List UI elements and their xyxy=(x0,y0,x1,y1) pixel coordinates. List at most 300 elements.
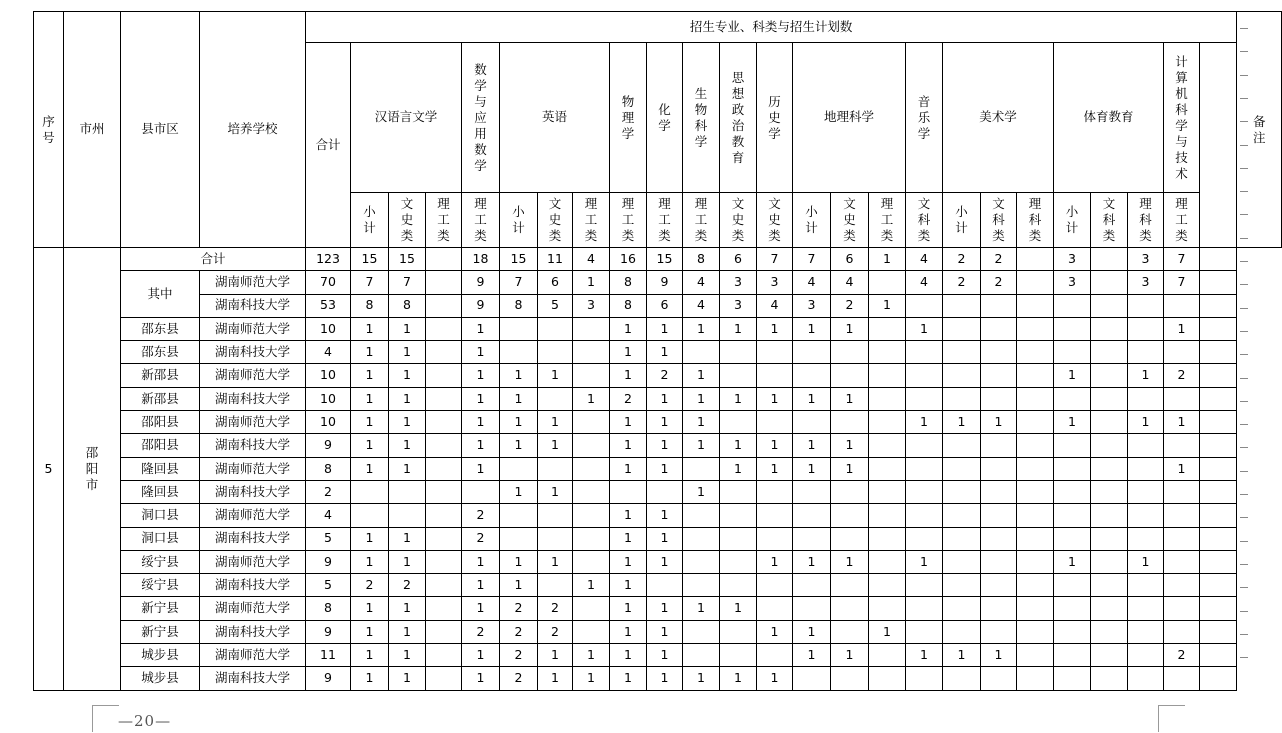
cell-value xyxy=(306,457,351,480)
cell-number: 1 xyxy=(551,367,559,383)
cell-value xyxy=(1091,271,1128,294)
cell-value xyxy=(981,574,1017,597)
cell-number: 2 xyxy=(514,670,523,686)
cell-value xyxy=(943,480,981,503)
cell-value xyxy=(573,597,610,620)
cell-value xyxy=(500,364,538,387)
cell-value xyxy=(1054,597,1091,620)
cell-value xyxy=(610,457,647,480)
cell-value xyxy=(500,294,538,317)
cell-value xyxy=(906,317,943,340)
header-seq-text: 序号 xyxy=(42,113,55,145)
cell-school: 湖南师范大学 xyxy=(200,457,306,480)
cell-school: 湖南科技大学 xyxy=(200,341,306,364)
cell-value xyxy=(1054,387,1091,410)
cell-value xyxy=(306,341,351,364)
margin-tick xyxy=(1240,401,1248,402)
cell-number: 1 xyxy=(624,577,632,593)
cell-number: 5 xyxy=(324,577,332,593)
cell-number: 1 xyxy=(1068,553,1076,569)
cell-value xyxy=(831,248,869,271)
cell-value xyxy=(683,434,720,457)
cell-value xyxy=(647,294,683,317)
cell-number: 9 xyxy=(660,274,669,290)
cell-value xyxy=(1054,480,1091,503)
cell-value xyxy=(793,504,831,527)
cell-number: 1 xyxy=(1068,367,1076,383)
cell-number: 1 xyxy=(697,367,705,383)
cell-value xyxy=(389,387,426,410)
cell-value xyxy=(306,248,351,271)
cell-number: 1 xyxy=(476,460,485,476)
header-sub-tiyu-2 xyxy=(1128,193,1164,248)
cell-value xyxy=(426,434,462,457)
cell-value xyxy=(426,597,462,620)
cell-value xyxy=(793,317,831,340)
margin-tick xyxy=(1240,611,1248,612)
cell-number: 1 xyxy=(1141,367,1150,383)
cell-value xyxy=(389,550,426,573)
margin-tick xyxy=(1240,121,1248,122)
cell-number: 1 xyxy=(957,646,966,662)
cell-remarks xyxy=(1200,574,1237,597)
cell-value xyxy=(573,434,610,457)
cell-value xyxy=(757,434,793,457)
cell-value xyxy=(462,527,500,550)
cell-value xyxy=(1091,574,1128,597)
cell-number: 1 xyxy=(476,437,485,453)
cell-value xyxy=(906,434,943,457)
header-sub-meishu-1 xyxy=(981,193,1017,248)
cell-value xyxy=(1091,294,1128,317)
cell-number: 1 xyxy=(365,437,374,453)
header-sub-hanyu-0-text: 小计 xyxy=(363,204,376,235)
cell-number: 1 xyxy=(365,413,374,429)
cell-number: 3 xyxy=(1068,250,1076,266)
cell-value xyxy=(573,550,610,573)
cell-value xyxy=(981,620,1017,643)
cell-value xyxy=(869,341,906,364)
cell-number: 1 xyxy=(770,623,779,639)
header-major-lishi xyxy=(757,43,793,193)
cell-value xyxy=(610,271,647,294)
cell-value xyxy=(1128,271,1164,294)
table-row xyxy=(34,527,1282,550)
cell-number: 1 xyxy=(551,437,559,453)
cell-county: 绥宁县 xyxy=(121,574,200,597)
cell-number: 1 xyxy=(514,577,523,593)
cell-value xyxy=(683,597,720,620)
cell-value xyxy=(1017,574,1054,597)
cell-value xyxy=(906,644,943,667)
cell-value xyxy=(1128,644,1164,667)
cell-value xyxy=(793,667,831,690)
cell-value xyxy=(538,620,573,643)
cell-value xyxy=(720,550,757,573)
cell-value xyxy=(610,504,647,527)
cell-school: 湖南科技大学 xyxy=(200,574,306,597)
cell-number: 1 xyxy=(845,553,854,569)
header-sub-yingyu-1-text: 文史类 xyxy=(548,196,562,243)
cell-value xyxy=(462,597,500,620)
cell-value xyxy=(1017,457,1054,480)
cell-value xyxy=(389,317,426,340)
enrollment-plan-table xyxy=(33,11,1282,691)
cell-number: 2 xyxy=(514,623,523,639)
cell-value xyxy=(500,527,538,550)
cell-value xyxy=(426,620,462,643)
cell-value xyxy=(943,294,981,317)
cell-value xyxy=(943,644,981,667)
cell-value xyxy=(1054,271,1091,294)
margin-tick xyxy=(1240,261,1248,262)
cell-value xyxy=(1017,644,1054,667)
cell-number: 1 xyxy=(883,250,891,266)
cell-number: 1 xyxy=(845,646,854,662)
cell-value xyxy=(426,271,462,294)
header-major-shuxue xyxy=(462,43,500,193)
cell-value xyxy=(426,667,462,690)
cell-value xyxy=(906,527,943,550)
cell-value xyxy=(389,364,426,387)
cell-value xyxy=(306,294,351,317)
cell-value xyxy=(1017,387,1054,410)
cell-value xyxy=(1054,527,1091,550)
cell-value xyxy=(1164,411,1200,434)
cell-value xyxy=(831,387,869,410)
cell-value xyxy=(573,527,610,550)
cell-number: 1 xyxy=(365,530,374,546)
cell-number: 1 xyxy=(845,320,854,336)
cell-value xyxy=(647,504,683,527)
cell-value xyxy=(426,411,462,434)
cell-remarks xyxy=(1200,248,1237,271)
cell-number: 3 xyxy=(1141,274,1150,290)
cell-number: 1 xyxy=(551,413,559,429)
cell-value xyxy=(610,317,647,340)
cell-number: 1 xyxy=(403,367,411,383)
header-major-sixiang-text: 思想政治教育 xyxy=(731,69,745,165)
cell-value xyxy=(500,248,538,271)
cell-number: 3 xyxy=(734,297,742,313)
cell-value xyxy=(869,457,906,480)
cell-value xyxy=(500,597,538,620)
cell-value xyxy=(831,341,869,364)
cell-value xyxy=(389,248,426,271)
cell-value xyxy=(647,527,683,550)
cell-value xyxy=(1128,387,1164,410)
cell-value xyxy=(793,480,831,503)
cell-value xyxy=(943,271,981,294)
cell-number: 3 xyxy=(770,274,779,290)
cell-value xyxy=(1091,411,1128,434)
cell-value xyxy=(538,317,573,340)
cell-number: 9 xyxy=(324,437,332,453)
cell-value xyxy=(1017,620,1054,643)
cell-value xyxy=(500,271,538,294)
cell-value xyxy=(1091,597,1128,620)
cell-value xyxy=(869,294,906,317)
header-sub-sixiang-0-text: 文史类 xyxy=(731,196,745,243)
cell-value xyxy=(1091,504,1128,527)
cell-value xyxy=(306,527,351,550)
cell-number: 1 xyxy=(476,646,485,662)
cell-value xyxy=(1017,271,1054,294)
cell-value xyxy=(981,271,1017,294)
header-sub-tiyu-1 xyxy=(1091,193,1128,248)
cell-school: 湖南师范大学 xyxy=(200,364,306,387)
cell-number: 1 xyxy=(734,437,742,453)
cell-value xyxy=(1164,527,1200,550)
cell-value xyxy=(1128,480,1164,503)
cell-remarks xyxy=(1200,271,1237,294)
header-sub-shuxue-0-text: 理工类 xyxy=(474,196,487,243)
margin-tick xyxy=(1240,168,1248,169)
cell-value xyxy=(462,667,500,690)
cell-value xyxy=(831,644,869,667)
cell-number: 4 xyxy=(770,297,779,313)
cell-school: 湖南师范大学 xyxy=(200,271,306,294)
cell-remarks xyxy=(1200,294,1237,317)
cell-value xyxy=(610,434,647,457)
cell-value xyxy=(1054,317,1091,340)
cell-value xyxy=(462,620,500,643)
cell-value xyxy=(647,480,683,503)
cell-value xyxy=(647,387,683,410)
cell-number: 1 xyxy=(770,320,779,336)
cell-value xyxy=(831,504,869,527)
cell-value xyxy=(720,504,757,527)
cell-value xyxy=(647,644,683,667)
cell-value xyxy=(831,434,869,457)
cell-number: 1 xyxy=(365,600,374,616)
cell-school: 湖南师范大学 xyxy=(200,411,306,434)
cell-number: 3 xyxy=(807,297,816,313)
cell-value xyxy=(793,434,831,457)
cell-value xyxy=(389,527,426,550)
cell-number: 2 xyxy=(324,483,332,499)
cell-number: 1 xyxy=(807,320,816,336)
cell-value xyxy=(981,317,1017,340)
cell-number: 1 xyxy=(770,553,779,569)
cell-number: 1 xyxy=(920,320,928,336)
header-sub-hanyu-1 xyxy=(389,193,426,248)
margin-tick xyxy=(1240,494,1248,495)
cell-value xyxy=(1128,574,1164,597)
cell-value xyxy=(351,434,389,457)
cell-number: 1 xyxy=(734,460,742,476)
margin-tick xyxy=(1240,354,1248,355)
cell-county: 城步县 xyxy=(121,644,200,667)
cell-value xyxy=(573,667,610,690)
cell-value xyxy=(1017,364,1054,387)
cell-value xyxy=(831,667,869,690)
cell-number: 1 xyxy=(697,320,705,336)
cell-value xyxy=(610,644,647,667)
cell-value xyxy=(462,504,500,527)
cell-value xyxy=(610,411,647,434)
cell-value xyxy=(538,574,573,597)
cell-remarks xyxy=(1200,550,1237,573)
cell-value xyxy=(462,411,500,434)
header-sub-meishu-0 xyxy=(943,193,981,248)
cell-county: 邵阳县 xyxy=(121,411,200,434)
cell-county: 新邵县 xyxy=(121,364,200,387)
cell-value xyxy=(610,527,647,550)
header-sub-yinyue-0-text: 文科类 xyxy=(917,196,931,243)
cell-number: 1 xyxy=(476,553,485,569)
cell-value xyxy=(351,248,389,271)
cell-value xyxy=(1128,504,1164,527)
cell-number: 1 xyxy=(660,413,669,429)
cell-number: 1 xyxy=(551,670,559,686)
cell-number: 1 xyxy=(403,670,411,686)
cell-value xyxy=(943,387,981,410)
cell-value xyxy=(647,317,683,340)
cell-value xyxy=(793,411,831,434)
cell-value xyxy=(793,550,831,573)
cell-value xyxy=(1017,527,1054,550)
cell-value xyxy=(573,387,610,410)
cell-value xyxy=(500,341,538,364)
cell-number: 1 xyxy=(734,390,742,406)
cell-value xyxy=(720,294,757,317)
cell-number: 8 xyxy=(697,250,705,266)
cell-value xyxy=(610,574,647,597)
cell-remarks xyxy=(1200,434,1237,457)
table-row xyxy=(34,457,1282,480)
header-sub-hanyu-2 xyxy=(426,193,462,248)
cell-value xyxy=(462,550,500,573)
cell-school: 湖南师范大学 xyxy=(200,550,306,573)
cell-value xyxy=(943,574,981,597)
cell-value xyxy=(793,620,831,643)
cell-number: 1 xyxy=(476,413,485,429)
cell-number: 1 xyxy=(365,344,374,360)
cell-value xyxy=(683,294,720,317)
cell-value xyxy=(981,667,1017,690)
cell-value xyxy=(1128,411,1164,434)
cell-value xyxy=(720,271,757,294)
cell-value xyxy=(757,597,793,620)
cell-value xyxy=(981,504,1017,527)
cell-value xyxy=(389,457,426,480)
cell-value xyxy=(306,644,351,667)
cell-value xyxy=(683,527,720,550)
margin-tick xyxy=(1240,284,1248,285)
cell-value xyxy=(1164,480,1200,503)
cell-value xyxy=(1054,620,1091,643)
cell-value xyxy=(831,480,869,503)
table-row xyxy=(34,364,1282,387)
cell-number: 1 xyxy=(624,623,632,639)
header-sub-yingyu-2 xyxy=(573,193,610,248)
cell-city-text: 邵阳市 xyxy=(85,444,99,492)
cell-number: 1 xyxy=(660,553,669,569)
cell-value xyxy=(538,480,573,503)
cell-value xyxy=(757,248,793,271)
cell-number: 2 xyxy=(365,577,374,593)
cell-number: 1 xyxy=(697,600,705,616)
cell-number: 4 xyxy=(324,507,332,523)
cell-county: 邵阳县 xyxy=(121,434,200,457)
header-sub-sixiang-0 xyxy=(720,193,757,248)
cell-value xyxy=(831,294,869,317)
cell-value xyxy=(306,574,351,597)
cell-number: 1 xyxy=(587,274,595,290)
header-major-lishi-text: 历史学 xyxy=(768,93,781,141)
cell-value xyxy=(610,248,647,271)
cell-number: 8 xyxy=(324,600,332,616)
cell-number: 1 xyxy=(1177,320,1186,336)
cell-value xyxy=(351,597,389,620)
cell-number: 4 xyxy=(587,250,595,266)
margin-tick xyxy=(1240,564,1248,565)
cell-value xyxy=(389,504,426,527)
cell-value xyxy=(389,667,426,690)
cell-value xyxy=(462,574,500,597)
cell-value xyxy=(869,667,906,690)
cell-value xyxy=(1091,457,1128,480)
cell-value xyxy=(906,387,943,410)
header-sub-dili-2 xyxy=(869,193,906,248)
cell-value xyxy=(757,411,793,434)
cell-value xyxy=(538,527,573,550)
cell-value xyxy=(757,271,793,294)
cell-value xyxy=(981,411,1017,434)
cell-value xyxy=(869,550,906,573)
cell-value xyxy=(1054,364,1091,387)
cell-number: 2 xyxy=(476,530,485,546)
cell-value xyxy=(906,574,943,597)
cell-value xyxy=(981,387,1017,410)
cell-number: 2 xyxy=(624,390,632,406)
cell-value xyxy=(793,644,831,667)
cell-county: 邵东县 xyxy=(121,341,200,364)
table-row xyxy=(34,248,1282,271)
cell-remarks xyxy=(1200,597,1237,620)
cell-total-label: 合计 xyxy=(121,248,306,271)
cell-number: 1 xyxy=(624,507,632,523)
cell-value xyxy=(757,574,793,597)
cell-value xyxy=(1091,387,1128,410)
cell-school: 湖南师范大学 xyxy=(200,317,306,340)
margin-tick xyxy=(1240,331,1248,332)
cell-value xyxy=(389,434,426,457)
cell-value xyxy=(426,248,462,271)
cell-number: 8 xyxy=(514,297,523,313)
cell-number: 1 xyxy=(807,646,816,662)
cell-value xyxy=(573,248,610,271)
header-seq xyxy=(34,12,64,248)
margin-tick xyxy=(1240,28,1248,29)
cell-value xyxy=(1091,644,1128,667)
cell-number: 1 xyxy=(587,670,595,686)
cell-value xyxy=(573,341,610,364)
cell-number: 1 xyxy=(807,623,816,639)
cell-value xyxy=(538,364,573,387)
cell-value xyxy=(1017,294,1054,317)
cell-value xyxy=(943,667,981,690)
cell-value xyxy=(757,457,793,480)
cell-school: 湖南科技大学 xyxy=(200,434,306,457)
cell-county: 新宁县 xyxy=(121,620,200,643)
header-sub-tiyu-0-text: 小计 xyxy=(1065,204,1079,235)
cell-number: 1 xyxy=(845,460,854,476)
cell-value xyxy=(538,387,573,410)
cell-number: 1 xyxy=(476,577,485,593)
cell-number: 1 xyxy=(770,460,779,476)
